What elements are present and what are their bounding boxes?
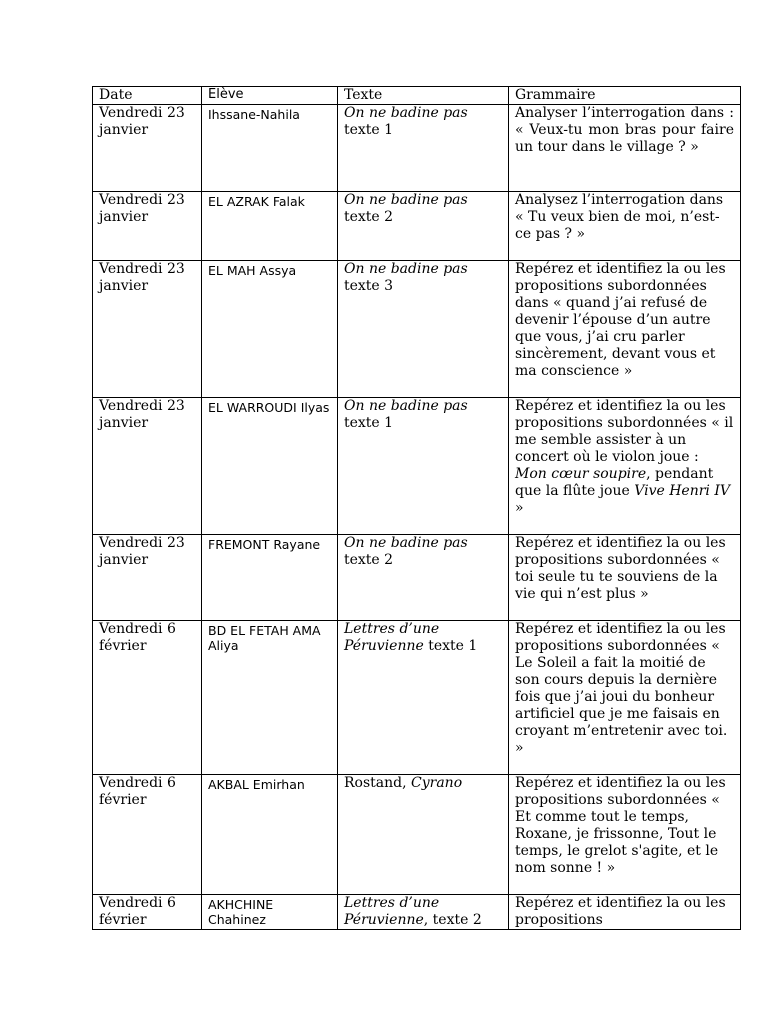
grammar-text-end: » — [515, 500, 524, 516]
grammar-cell — [509, 261, 741, 398]
table-row — [93, 775, 741, 895]
text-number: texte 1 — [344, 415, 394, 431]
assignment-table — [92, 86, 741, 930]
student-name: AKHCHINE Chahinez — [208, 897, 274, 927]
text-title: On ne badine pas — [344, 105, 468, 121]
grammar-cell — [509, 775, 741, 895]
grammar-text: Repérez et identifiez la ou les propositions subordonnées « Le Soleil a fait la moitié de son cours depuis la dernière fois que j’ai joui du bonheur artificiel que je me faisais en croyant m’entretenir avec toi. » — [515, 621, 728, 756]
student-cell — [202, 895, 338, 930]
student-name: EL AZRAK Falak — [208, 194, 305, 209]
text-title: Lettres d’une Péruvienne — [344, 895, 440, 928]
date-cell: Vendredi 23 janvier — [93, 192, 202, 261]
text-cell — [338, 775, 509, 895]
text-title: Cyrano — [411, 775, 463, 791]
grammar-text: Repérez et identifiez la ou les propositions subordonnées « toi seule tu te souviens de la vie qui n’est plus » — [515, 535, 726, 602]
text-title: On ne badine pas — [344, 535, 468, 551]
grammar-cell — [509, 398, 741, 535]
table-row — [93, 621, 741, 775]
date-cell: Vendredi 6 février — [93, 775, 202, 895]
text-cell — [338, 261, 509, 398]
date-cell: Vendredi 6 février — [93, 895, 202, 930]
student-name: EL WARROUDI Ilyas — [208, 400, 330, 415]
date-cell: Vendredi 23 janvier — [93, 398, 202, 535]
date-cell: Vendredi 23 janvier — [93, 261, 202, 398]
table-row — [93, 398, 741, 535]
student-cell — [202, 775, 338, 895]
text-number: texte 1 — [344, 122, 394, 138]
header-texte: Texte — [338, 87, 509, 105]
grammar-cell — [509, 535, 741, 621]
table-row — [93, 895, 741, 930]
text-number: texte 2 — [344, 209, 394, 225]
text-number: texte 2 — [344, 552, 394, 568]
grammar-cell — [509, 105, 741, 192]
text-title: On ne badine pas — [344, 261, 468, 277]
text-title: On ne badine pas — [344, 192, 468, 208]
grammar-cell — [509, 895, 741, 930]
grammar-cell — [509, 192, 741, 261]
student-name: BD EL FETAH AMA Aliya — [208, 623, 321, 653]
text-cell — [338, 105, 509, 192]
student-name: AKBAL Emirhan — [208, 777, 305, 792]
student-cell — [202, 621, 338, 775]
student-cell — [202, 105, 338, 192]
date-cell: Vendredi 23 janvier — [93, 535, 202, 621]
grammar-text: Analyser l’interrogation dans : « Veux-tu mon bras pour faire un tour dans le village ? » — [515, 105, 734, 155]
text-title: On ne badine pas — [344, 398, 468, 414]
table-row — [93, 261, 741, 398]
grammar-text: Repérez et identifiez la ou les propositions subordonnées « Et comme tout le temps, Roxane, je frissonne, Tout le temps, le grelot s'agite, et le nom sonne ! » — [515, 775, 726, 876]
table-row — [93, 105, 741, 192]
text-cell — [338, 398, 509, 535]
header-grammaire: Grammaire — [509, 87, 741, 105]
student-cell — [202, 192, 338, 261]
grammar-quote-title: Mon cœur soupire — [515, 466, 647, 482]
table-header-row — [93, 87, 741, 105]
student-cell — [202, 398, 338, 535]
grammar-text: Repérez et identifiez la ou les propositions — [515, 895, 726, 928]
text-cell — [338, 535, 509, 621]
date-cell: Vendredi 23 janvier — [93, 105, 202, 192]
grammar-text: Repérez et identifiez la ou les propositions subordonnées « il me semble assister à un concert où le violon joue : — [515, 398, 734, 465]
text-number: , texte 2 — [423, 912, 482, 928]
table-row — [93, 192, 741, 261]
grammar-text-mid: , pendant que la flûte joue — [515, 466, 714, 499]
grammar-quote-title-2: Vive Henri IV — [634, 483, 730, 499]
header-eleve: Elève — [202, 87, 338, 105]
date-cell: Vendredi 6 février — [93, 621, 202, 775]
text-cell — [338, 621, 509, 775]
student-cell — [202, 261, 338, 398]
student-name: Ihssane-Nahila — [208, 107, 300, 122]
grammar-text: Repérez et identifiez la ou les propositions subordonnées dans « quand j’ai refusé de devenir l’épouse d’un autre que vous, j’ai cru parler sincèrement, devant vous et ma conscience » — [515, 261, 726, 379]
text-title: Lettres d’une Péruvienne — [344, 621, 440, 654]
header-date: Date — [93, 87, 202, 105]
grammar-text: Analysez l’interrogation dans « Tu veux bien de moi, n’est-ce pas ? » — [515, 192, 724, 242]
text-author: Rostand, — [344, 775, 412, 791]
grammar-cell — [509, 621, 741, 775]
table-row — [93, 535, 741, 621]
text-cell — [338, 192, 509, 261]
text-number: texte 1 — [423, 638, 478, 654]
student-cell — [202, 535, 338, 621]
student-name: EL MAH Assya — [208, 263, 297, 278]
text-number: texte 3 — [344, 278, 394, 294]
text-cell — [338, 895, 509, 930]
student-name: FREMONT Rayane — [208, 537, 321, 552]
